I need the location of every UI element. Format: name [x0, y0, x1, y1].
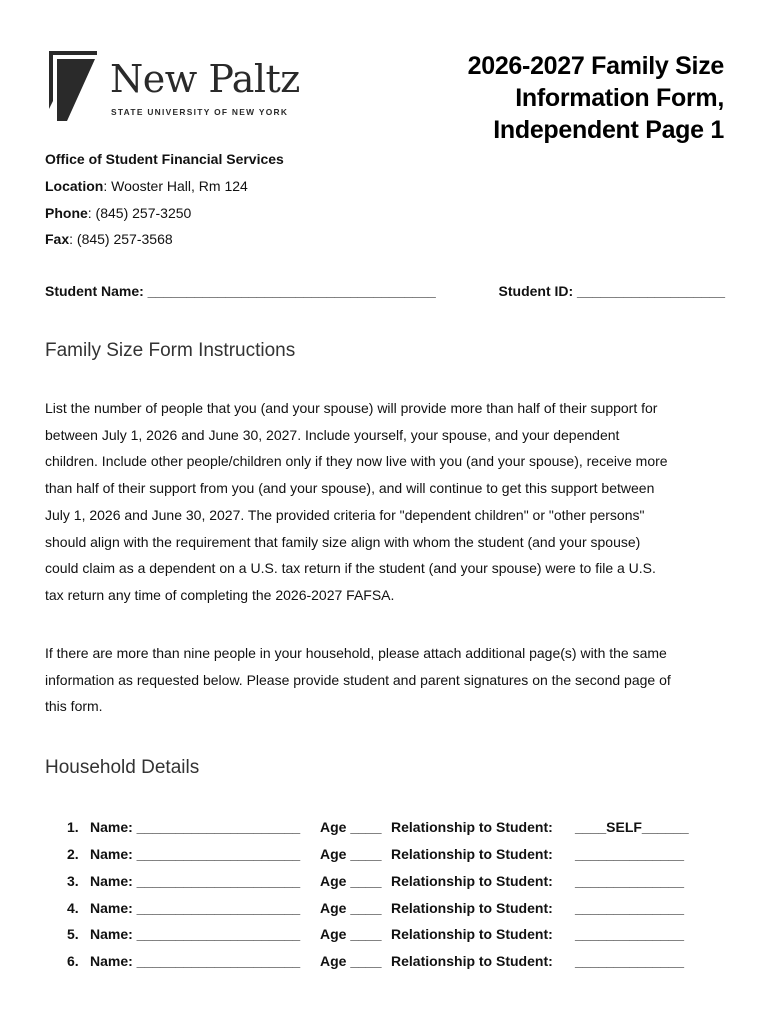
logo-subtitle: STATE UNIVERSITY OF NEW YORK: [111, 107, 289, 117]
relationship-field[interactable]: ______________: [575, 846, 685, 862]
office-name: Office of Student Financial Services: [45, 151, 284, 167]
logo-wordmark: New Paltz: [110, 57, 300, 101]
location-value: : Wooster Hall, Rm 124: [103, 178, 248, 194]
paragraph-line: should align with the requirement that family size align with whom the student (and your spouse): [45, 533, 641, 550]
paragraph-line: If there are more than nine people in your household, please attach additional page(s) with the same: [45, 645, 667, 661]
household-row: [67, 819, 707, 841]
paragraph-line: tax return any time of completing the 2026-2027 FAFSA.: [45, 586, 395, 603]
member-age-field[interactable]: Age ____: [320, 873, 382, 889]
new-paltz-logo-mark-icon: [49, 51, 97, 121]
household-heading: Household Details: [45, 757, 200, 778]
instructions-paragraph-1: [45, 395, 735, 609]
row-number: 4.: [67, 900, 79, 916]
paragraph-line: children. Include other people/children only if they now live with you (and your spouse), receive more: [45, 453, 668, 470]
relationship-label: Relationship to Student:: [391, 873, 553, 889]
form-title-line: Independent Page 1: [493, 116, 724, 144]
form-title: [394, 50, 724, 146]
paragraph-line: this form.: [45, 698, 103, 715]
relationship-field[interactable]: ____SELF______: [575, 819, 689, 835]
member-age-field[interactable]: Age ____: [320, 846, 382, 862]
row-number: 3.: [67, 873, 79, 889]
paragraph-line: information as requested below. Please provide student and parent signatures on the second page of: [45, 671, 671, 688]
phone-label: Phone: [45, 205, 88, 221]
new-paltz-logo: [49, 51, 309, 121]
household-row: [67, 873, 707, 895]
office-fax: [45, 231, 173, 247]
household-row: [67, 926, 707, 948]
paragraph-line: July 1, 2026 and June 30, 2027. The provided criteria for "dependent children" or "other persons": [45, 506, 645, 523]
instructions-heading: Family Size Form Instructions: [45, 340, 296, 361]
relationship-label: Relationship to Student:: [391, 819, 553, 835]
relationship-field[interactable]: ______________: [575, 953, 685, 969]
fax-value: : (845) 257-3568: [69, 231, 173, 247]
instructions-paragraph-2: [45, 640, 735, 720]
member-name-field[interactable]: Name: _____________________: [90, 873, 301, 889]
member-name-field[interactable]: Name: _____________________: [90, 846, 301, 862]
member-name-field[interactable]: Name: _____________________: [90, 819, 301, 835]
paragraph-line: List the number of people that you (and your spouse) will provide more than half of their support for: [45, 400, 658, 416]
row-number: 2.: [67, 846, 79, 862]
phone-value: : (845) 257-3250: [87, 205, 192, 221]
member-name-field[interactable]: Name: _____________________: [90, 953, 301, 969]
relationship-label: Relationship to Student:: [391, 900, 553, 916]
member-name-field[interactable]: Name: _____________________: [90, 926, 301, 942]
relationship-label: Relationship to Student:: [391, 846, 553, 862]
office-location: [45, 178, 248, 194]
paragraph-line: between July 1, 2026 and June 30, 2027. Include yourself, your spouse, and your dependent: [45, 426, 620, 443]
member-age-field[interactable]: Age ____: [320, 953, 382, 969]
student-name-field[interactable]: Student Name: _____________________________________: [45, 283, 436, 299]
student-id-field[interactable]: Student ID: ___________________: [498, 283, 725, 299]
member-age-field[interactable]: Age ____: [320, 819, 382, 835]
form-title-line: Information Form,: [515, 84, 724, 112]
household-row: [67, 953, 707, 975]
member-age-field[interactable]: Age ____: [320, 926, 382, 942]
row-number: 5.: [67, 926, 79, 942]
form-title-line: 2026-2027 Family Size: [467, 52, 724, 80]
fax-label: Fax: [45, 231, 70, 247]
row-number: 1.: [67, 819, 79, 835]
household-row: [67, 846, 707, 868]
relationship-label: Relationship to Student:: [391, 953, 553, 969]
row-number: 6.: [67, 953, 79, 969]
office-phone: [45, 205, 191, 221]
paragraph-line: than half of their support from you (and your spouse), and will continue to get this support between: [45, 480, 655, 497]
paragraph-line: could claim as a dependent on a U.S. tax return if the student (and your spouse) were to file a U.S.: [45, 560, 656, 577]
member-age-field[interactable]: Age ____: [320, 900, 382, 916]
relationship-field[interactable]: ______________: [575, 926, 685, 942]
student-info-line: [45, 283, 725, 299]
relationship-field[interactable]: ______________: [575, 900, 685, 916]
relationship-field[interactable]: ______________: [575, 873, 685, 889]
location-label: Location: [45, 178, 104, 194]
household-row: [67, 900, 707, 922]
member-name-field[interactable]: Name: _____________________: [90, 900, 301, 916]
relationship-label: Relationship to Student:: [391, 926, 553, 942]
